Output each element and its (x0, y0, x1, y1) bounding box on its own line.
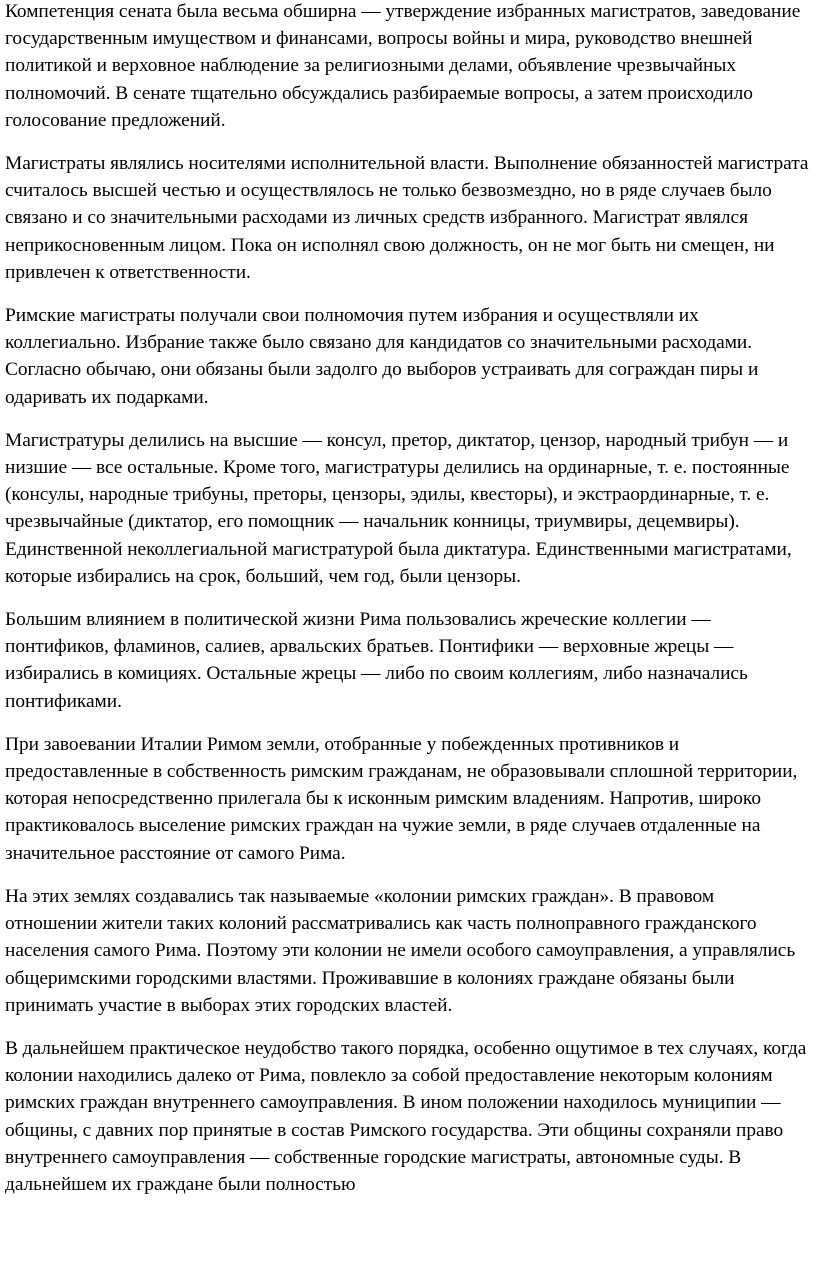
paragraph-colonies-citizens: На этих землях создавались так называемые «колонии римских граждан». В правовом отношении жители таких колоний рассматривались как часть полноправного гражданского населения самого Рима. Поэтому эти колонии не имели особого самоуправления, а управлялись общеримскими городскими властями. Проживавшие в колониях граждане обязаны были принимать участие в выборах этих городских властей. (5, 885, 796, 1016)
paragraph-senate-competence: Компетенция сената была весьма обширна — утверждение избранных магистратов, заведование государственным имуществом и финансами, вопросы войны и мира, руководство внешней политикой и верховное наблюдение за религиозными делами, объявление чрезвычайных полномочий. В сенате тщательно обсуждались разбираемые вопросы, а затем происходило голосование предложений. (5, 1, 801, 131)
paragraph-municipia: В дальнейшем практическое неудобство такого порядка, особенно ощутимое в тех случаях, когда колонии находились далеко от Рима, повлекло за собой предоставление некоторым колониям римских граждан внутреннего самоуправления. В ином положении находилось муниципии — общины, с давних пор принятые в состав Римского государства. Эти общины сохраняли право внутреннего самоуправления — собственные городские магистраты, автономные суды. В дальнейшем их граждане были полностью (5, 1037, 807, 1195)
paragraph-conquest-italy: При завоевании Италии Римом земли, отобранные у побежденных противников и предоставленные в собственность римским гражданам, не образовывали сплошной территории, которая непосредственно прилегала бы к исконным римским владениям. Напротив, широко практиковалось выселение римских граждан на чужие земли, в ряде случаев отдаленные на значительное расстояние от самого Рима. (5, 733, 798, 864)
paragraph-magistrates-election: Римские магистраты получали свои полномочия путем избрания и осуществляли их коллегиально. Избрание также было связано для кандидатов со значительными расходами. Согласно обычаю, они обязаны были задолго до выборов устраивать для сограждан пиры и одаривать их подарками. (5, 305, 759, 408)
paragraph-magistrates-executive: Магистраты являлись носителями исполнительной власти. Выполнение обязанностей магистрата считалось высшей честью и осуществлялось не только безвозмездно, но в ряде случаев было связано и со значительными расходами из личных средств избранного. Магистрат являлся неприкосновенным лицом. Пока он исполнял свою должность, он не мог быть ни смещен, ни привлечен к ответственности. (5, 153, 809, 283)
paragraph-magistracy-types: Магистратуры делились на высшие — консул, претор, диктатор, цензор, народный трибун — и низшие — все остальные. Кроме того, магистратуры делились на ординарные, т. е. постоянные (консулы, народные трибуны, преторы, цензоры, эдилы, квесторы), и экстраординарные, т. е. чрезвычайные (диктатор, его помощник — начальник конницы, триумвиры, децемвиры). Единственной неколлегиальной магистратурой была диктатура. Единственными магистратами, которые избирались на срок, больший, чем год, были цензоры. (5, 429, 792, 587)
paragraph-priestly-colleges: Большим влиянием в политической жизни Рима пользовались жреческие коллегии — понтификов, фламинов, салиев, арвальских братьев. Понтифики — верховные жрецы — избирались в комициях. Остальные жрецы — либо по своим коллегиям, либо назначались понтификами. (5, 609, 748, 712)
